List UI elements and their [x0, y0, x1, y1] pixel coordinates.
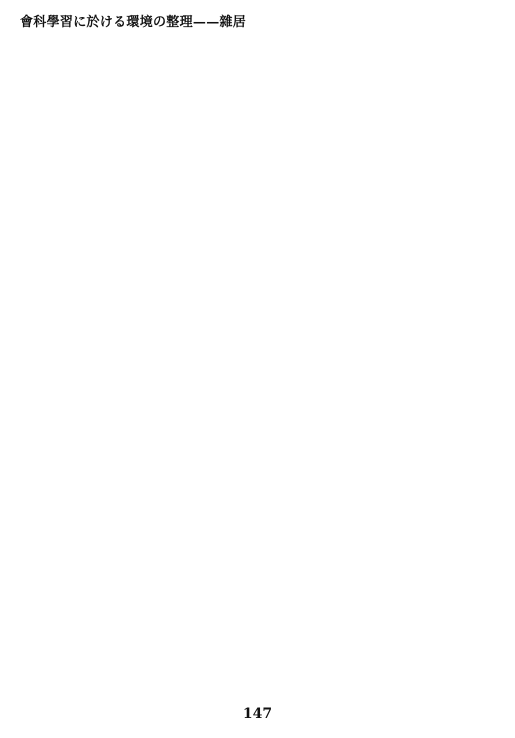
text-column	[40, 52, 59, 354]
text-column	[124, 52, 143, 354]
text-column	[313, 52, 332, 354]
text-column	[439, 392, 458, 694]
text-column	[250, 392, 269, 694]
text-column	[334, 392, 353, 694]
text-column	[145, 392, 164, 694]
running-header: 會科學習に於ける環境の整理——雜居	[20, 15, 247, 30]
text-column	[250, 52, 269, 354]
text-column	[61, 392, 80, 694]
text-column	[82, 392, 101, 694]
text-column	[481, 392, 500, 694]
text-column	[292, 392, 311, 694]
text-column	[460, 52, 479, 354]
text-column	[481, 52, 500, 354]
text-column	[313, 392, 332, 694]
text-column	[355, 52, 374, 354]
text-column	[376, 52, 395, 354]
text-column	[145, 52, 164, 354]
text-column	[376, 392, 395, 694]
text-column	[271, 392, 290, 694]
lower-columns	[24, 392, 500, 694]
text-column	[229, 392, 248, 694]
text-column	[292, 52, 311, 354]
text-column	[103, 52, 122, 354]
upper-columns	[24, 52, 500, 354]
text-column	[418, 392, 437, 694]
lower-text-block	[24, 392, 500, 694]
text-column	[397, 52, 416, 354]
text-column	[208, 392, 227, 694]
text-column	[355, 392, 374, 694]
text-column	[61, 52, 80, 354]
text-column	[271, 52, 290, 354]
text-column	[82, 52, 101, 354]
text-column	[187, 52, 206, 354]
text-column	[40, 392, 59, 694]
text-column	[229, 52, 248, 354]
upper-text-block	[24, 52, 500, 354]
text-column	[334, 52, 353, 354]
text-column	[418, 52, 437, 354]
text-column	[187, 392, 206, 694]
text-column	[124, 392, 143, 694]
text-column	[439, 52, 458, 354]
text-column	[397, 392, 416, 694]
text-column	[166, 392, 185, 694]
text-column	[460, 392, 479, 694]
text-column	[166, 52, 185, 354]
text-column	[208, 52, 227, 354]
page-number: 147	[242, 706, 273, 722]
text-column	[103, 392, 122, 694]
